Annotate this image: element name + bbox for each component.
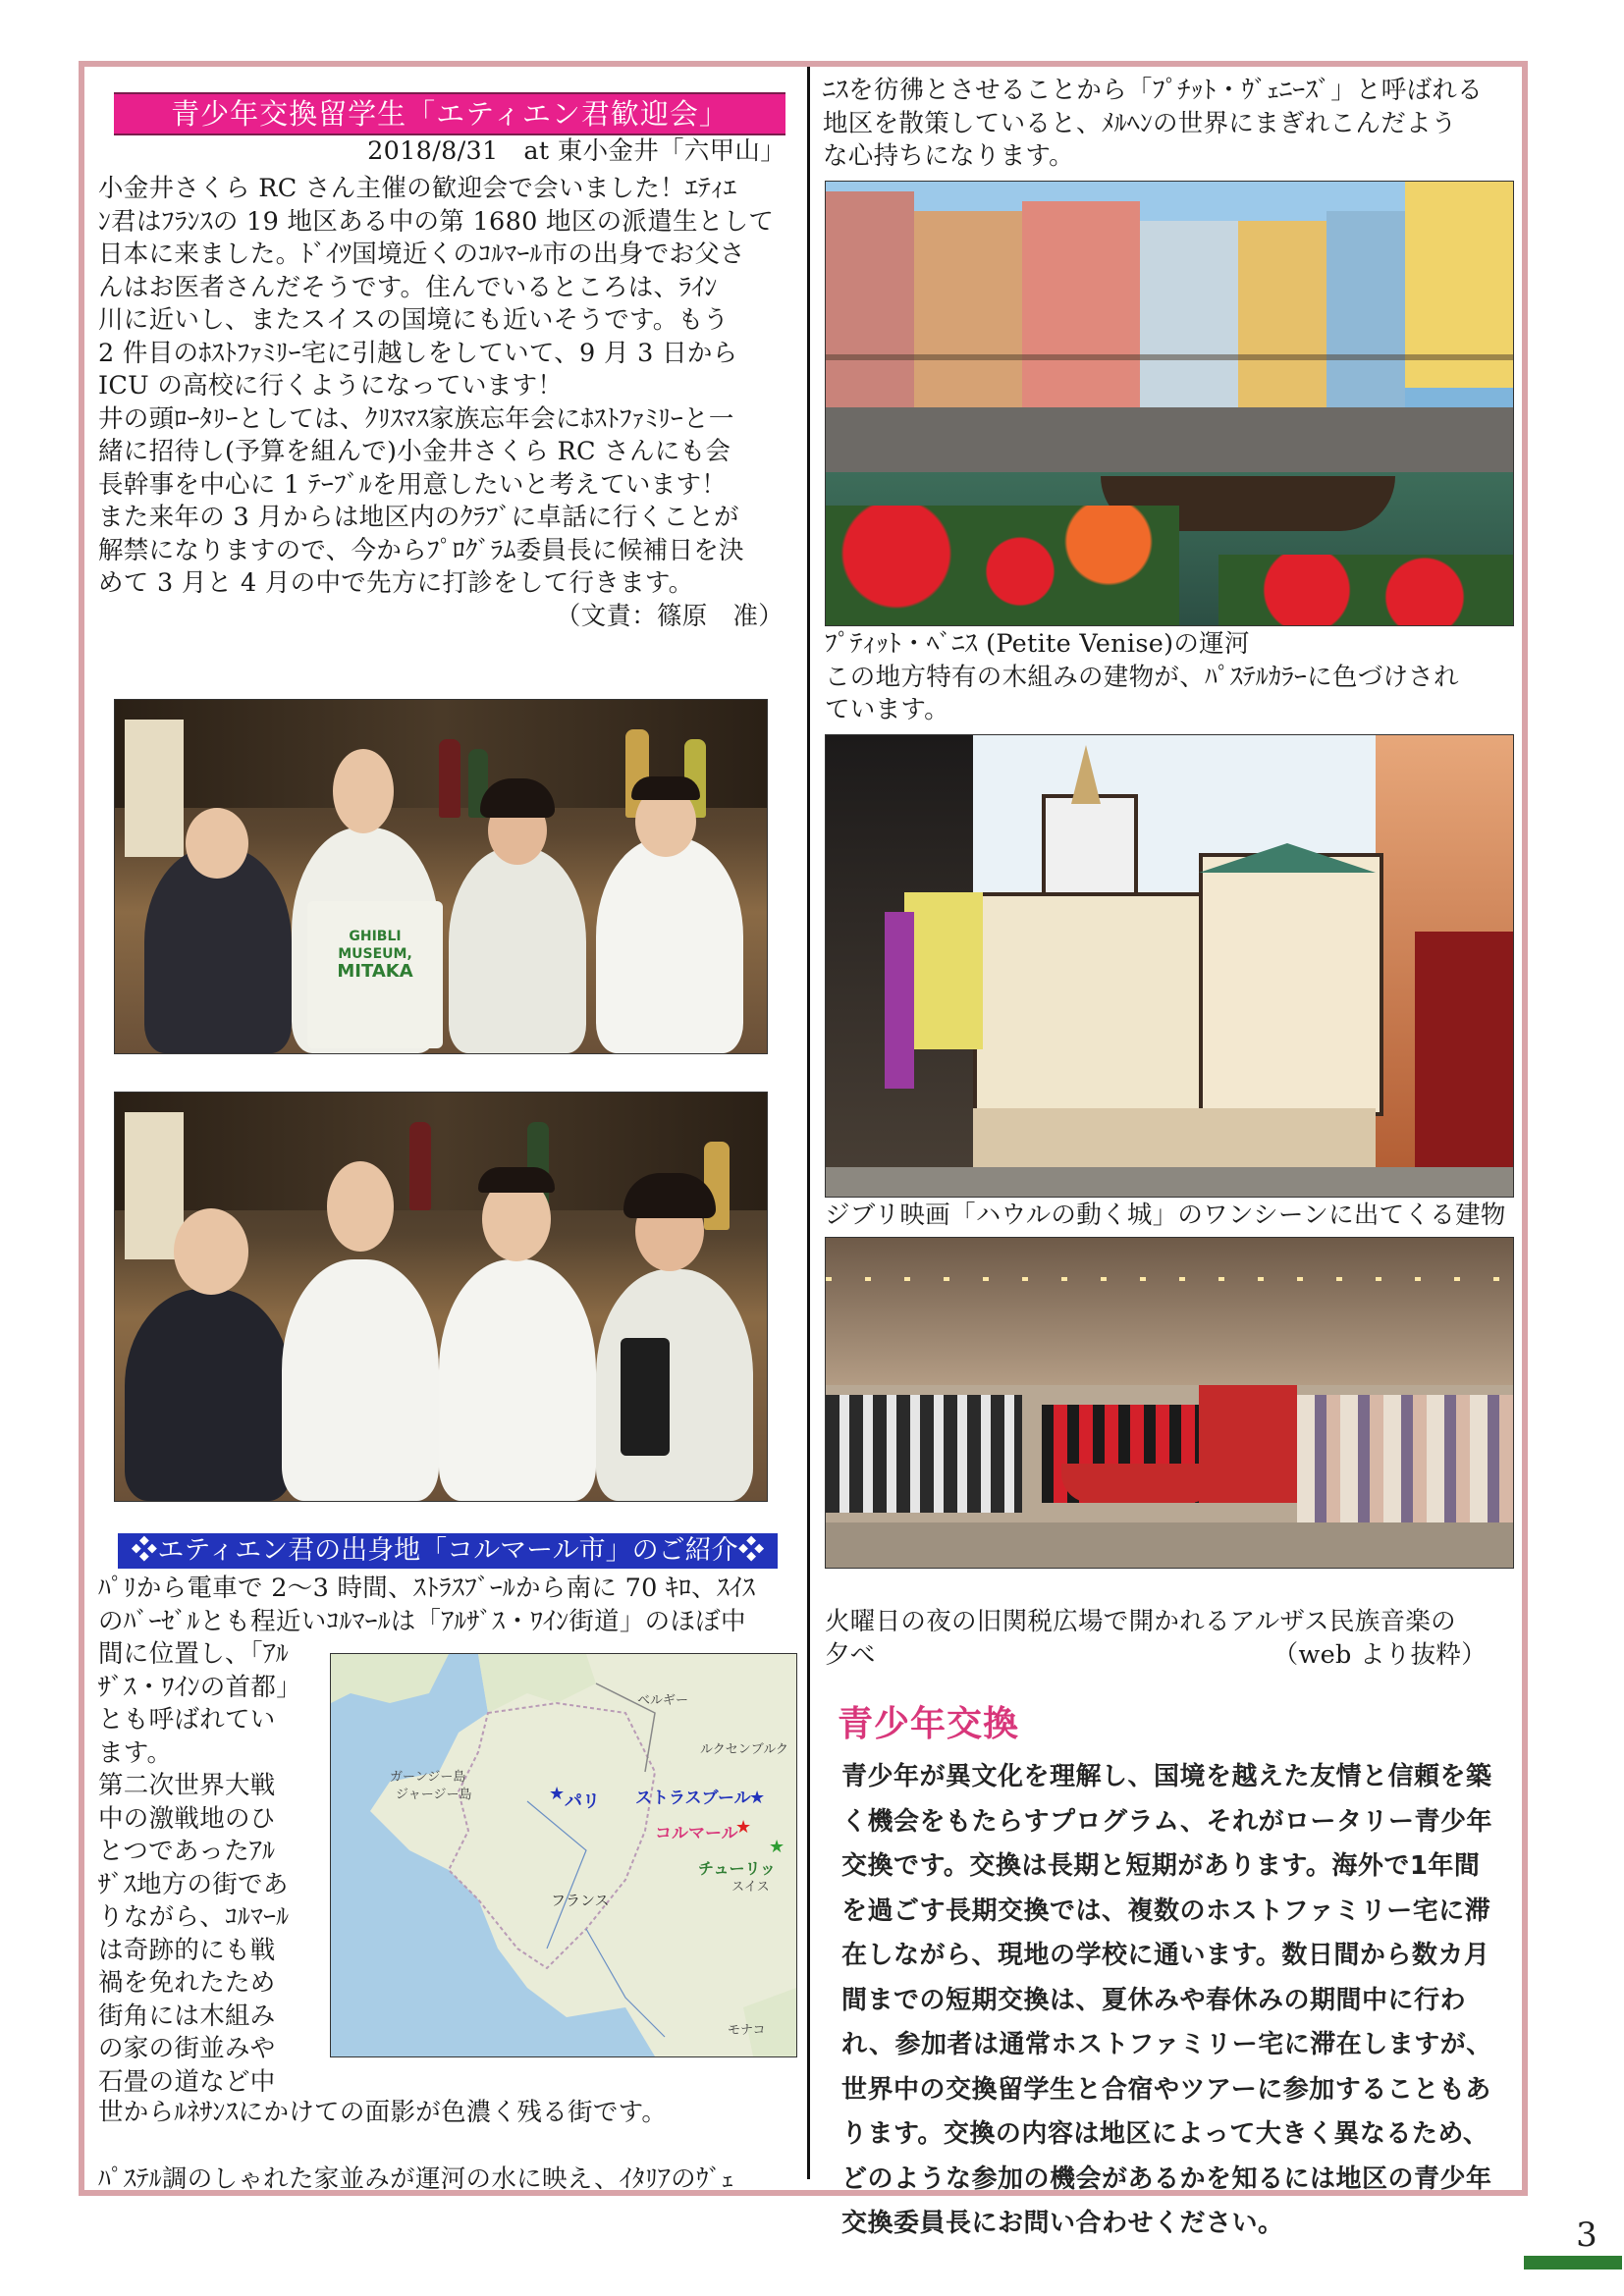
article-body — [98, 173, 797, 633]
article-line: ﾝ君はﾌﾗﾝｽの 19 地区ある中の第 1680 地区の派遣生として — [98, 206, 775, 237]
map-label-jersey: ジャージー島 — [396, 1788, 472, 1802]
colmar-heading: ❖エティエン君の出身地「コルマール市」のご紹介❖ — [118, 1533, 778, 1569]
colmar-line: とも呼ばれてい — [98, 1705, 276, 1735]
colmar-line: 街角には木組み — [98, 2001, 276, 2031]
article-line: 小金井さくら RC さん主催の歓迎会で会いました！ｴﾃｨｴ — [98, 174, 737, 203]
timbered-building-photo — [825, 734, 1514, 1198]
colmar-line: ﾊﾟﾘから電車で 2〜3 時間、ｽﾄﾗｽﾌﾞｰﾙから南に 70 ｷﾛ、ｽｲｽ — [98, 1574, 756, 1603]
colmar-intro — [98, 1573, 797, 1638]
article-line: 日本に来ました。ﾄﾞｲﾂ国境近くのｺﾙﾏｰﾙ市の出身でお父さ — [98, 240, 745, 269]
continued-line: ﾆｽを彷彿とさせることから「ﾌﾟﾁｯﾄ・ｳﾞｪﾆｰｽﾞ」と呼ばれる — [823, 76, 1484, 105]
paris-star-icon: ★ — [549, 1784, 566, 1804]
colmar-last-line: 世からﾙﾈｻﾝｽにかけての面影が色濃く残る街です。 — [98, 2098, 668, 2127]
map-label-zurich: チューリッ — [698, 1859, 776, 1878]
youth-exchange-body: 青少年が異文化を理解し、国境を越えた友情と信頼を築く機会をもたらすプログラム、それがロータリー青少年交換です。交換は長期と短期があります。海外で1年間を過ごす長期交換では、複数のホストファミリー宅に滞在しながら、現地の学校に通います。数日間から数カ月間までの短期交換は、夏休みや春休みの期間中に行われ、参加者は通常ホストファミリー宅に滞在しますが、世界中の交換留学生と合宿やツアーに参加することもあります。交換の内容は地区によって大きく異なるため、どのような参加の機会があるかを知るには地区の青少年交換委員長にお問い合わせください。 — [841, 1762, 1493, 2238]
map-label-strasbourg: ストラスブール — [635, 1789, 751, 1808]
article-line: 緒に招待し(予算を組んで)小金井さくら RC さんにも会 — [98, 437, 731, 466]
article-line: 井の頭ﾛｰﾀﾘｰとしては、ｸﾘｽﾏｽ家族忘年会にﾎｽﾄﾌｧﾐﾘｰと一 — [98, 403, 734, 434]
article-line: ICU の高校に行くようになっています！ — [98, 371, 564, 400]
colmar-line: 禍を免れたため — [98, 1968, 276, 1998]
map-label-guernsey: ガーンジー島 — [390, 1770, 466, 1785]
france-map — [330, 1653, 797, 2057]
colmar-line: とつであったｱﾙ — [98, 1837, 276, 1866]
article-line: 解禁になりますので、今からﾌﾟﾛｸﾞﾗﾑ委員長に候補日を決 — [98, 535, 744, 565]
colmar-line: 石畳の道など中 — [98, 2066, 276, 2097]
canal-caption — [825, 628, 1516, 727]
article-line: めて 3 月と 4 月の中で先方に打診をして行きます。 — [98, 568, 694, 598]
colmar-narrow-text — [98, 1638, 316, 2099]
dateline: 2018/8/31 at 東小金井「六甲山」 — [367, 136, 785, 166]
map-label-colmar: コルマール — [655, 1824, 738, 1843]
colmar-line: りながら、ｺﾙﾏｰﾙ — [98, 1902, 290, 1932]
zurich-star-icon: ★ — [769, 1837, 785, 1857]
youth-exchange-heading: 青少年交換 — [838, 1704, 1020, 1744]
article-title: 青少年交換留学生「エティエン君歓迎会」 — [114, 92, 785, 135]
page-number-underline — [1524, 2256, 1622, 2269]
page-number: 3 — [1576, 2216, 1597, 2255]
caption-line: この地方特有の木組みの建物が、ﾊﾟｽﾃﾙｶﾗｰに色づけされ — [825, 662, 1459, 692]
caption-line: ています。 — [825, 695, 949, 724]
continued-line: ﾊﾟｽﾃﾙ調のしゃれた家並みが運河の水に映え、ｲﾀﾘｱのｳﾞｪ — [98, 2164, 734, 2194]
colmar-line: 第二次世界大戦 — [98, 1771, 276, 1800]
article-line: んはお医者さんだそうです。住んでいるところは、ﾗｲﾝ — [98, 272, 718, 302]
column-divider — [807, 67, 810, 2179]
caption-line: 夕べ — [825, 1639, 876, 1670]
colmar-line: のﾊﾞｰｾﾞﾙとも程近いｺﾙﾏｰﾙは「ｱﾙｻﾞｽ・ﾜｲﾝ街道」のほぼ中 — [98, 1606, 746, 1636]
youth-exchange-box — [818, 1681, 1505, 2238]
article-line: また来年の 3 月からは地区内のｸﾗﾌﾞに卓話に行くことが — [98, 503, 739, 532]
shirt-text: MITAKA — [337, 961, 413, 982]
map-label-belgium: ベルギー — [637, 1693, 689, 1708]
folk-music-caption — [825, 1606, 1516, 1672]
colmar-star-icon: ★ — [735, 1817, 752, 1838]
continued-text — [823, 75, 1514, 174]
source-credit: （web より抜粋） — [1272, 1639, 1487, 1670]
shirt-text: GHIBLI MUSEUM, — [338, 929, 412, 962]
colmar-line: は奇跡的にも戦 — [98, 1935, 276, 1965]
continued-line: な心持ちになります。 — [823, 141, 1074, 171]
author-credit: （文責：篠原 准） — [555, 601, 784, 631]
welcome-photo-2 — [114, 1092, 768, 1502]
building-caption: ジブリ映画「ハウルの動く城」のワンシーンに出てくる建物 — [825, 1201, 1506, 1230]
colmar-line: ｻﾞｽ・ﾜｲﾝの首都」 — [98, 1672, 302, 1702]
article-line: 長幹事を中心に 1 ﾃｰﾌﾞﾙを用意したいと考えています！ — [98, 469, 728, 500]
map-label-monaco: モナコ — [728, 2023, 766, 2038]
map-label-luxembourg: ルクセンブルク — [700, 1742, 788, 1757]
colmar-line: 間に位置し、「ｱﾙ — [98, 1639, 289, 1669]
map-label-france: フランス — [551, 1892, 610, 1909]
map-label-switzerland: スイス — [731, 1880, 770, 1895]
folk-music-photo — [825, 1237, 1514, 1569]
caption-line: 火曜日の夜の旧関税広場で開かれるアルザス民族音楽の — [825, 1607, 1456, 1636]
caption-line: ﾌﾟﾃｨｯﾄ・ﾍﾞﾆｽ (Petite Venise)の運河 — [825, 629, 1250, 659]
colmar-line: の家の街並みや — [98, 2034, 276, 2063]
article-line: 2 件目のﾎｽﾄﾌｧﾐﾘｰ宅に引越しをしていて、9 月 3 日から — [98, 338, 738, 368]
welcome-photo-1 — [114, 699, 768, 1054]
article-line: 川に近いし、またスイスの国境にも近いそうです。もう — [98, 305, 730, 335]
continued-line: 地区を散策していると、ﾒﾙﾍﾝの世界にまぎれこんだよう — [823, 108, 1457, 138]
colmar-line: ます。 — [98, 1737, 173, 1768]
colmar-line: 中の激戦地のひ — [98, 1803, 276, 1834]
map-label-paris: パリ — [565, 1791, 600, 1812]
strasbourg-star-icon: ★ — [749, 1788, 766, 1808]
colmar-line: ｻﾞｽ地方の街であ — [98, 1869, 289, 1899]
canal-photo — [825, 181, 1514, 626]
